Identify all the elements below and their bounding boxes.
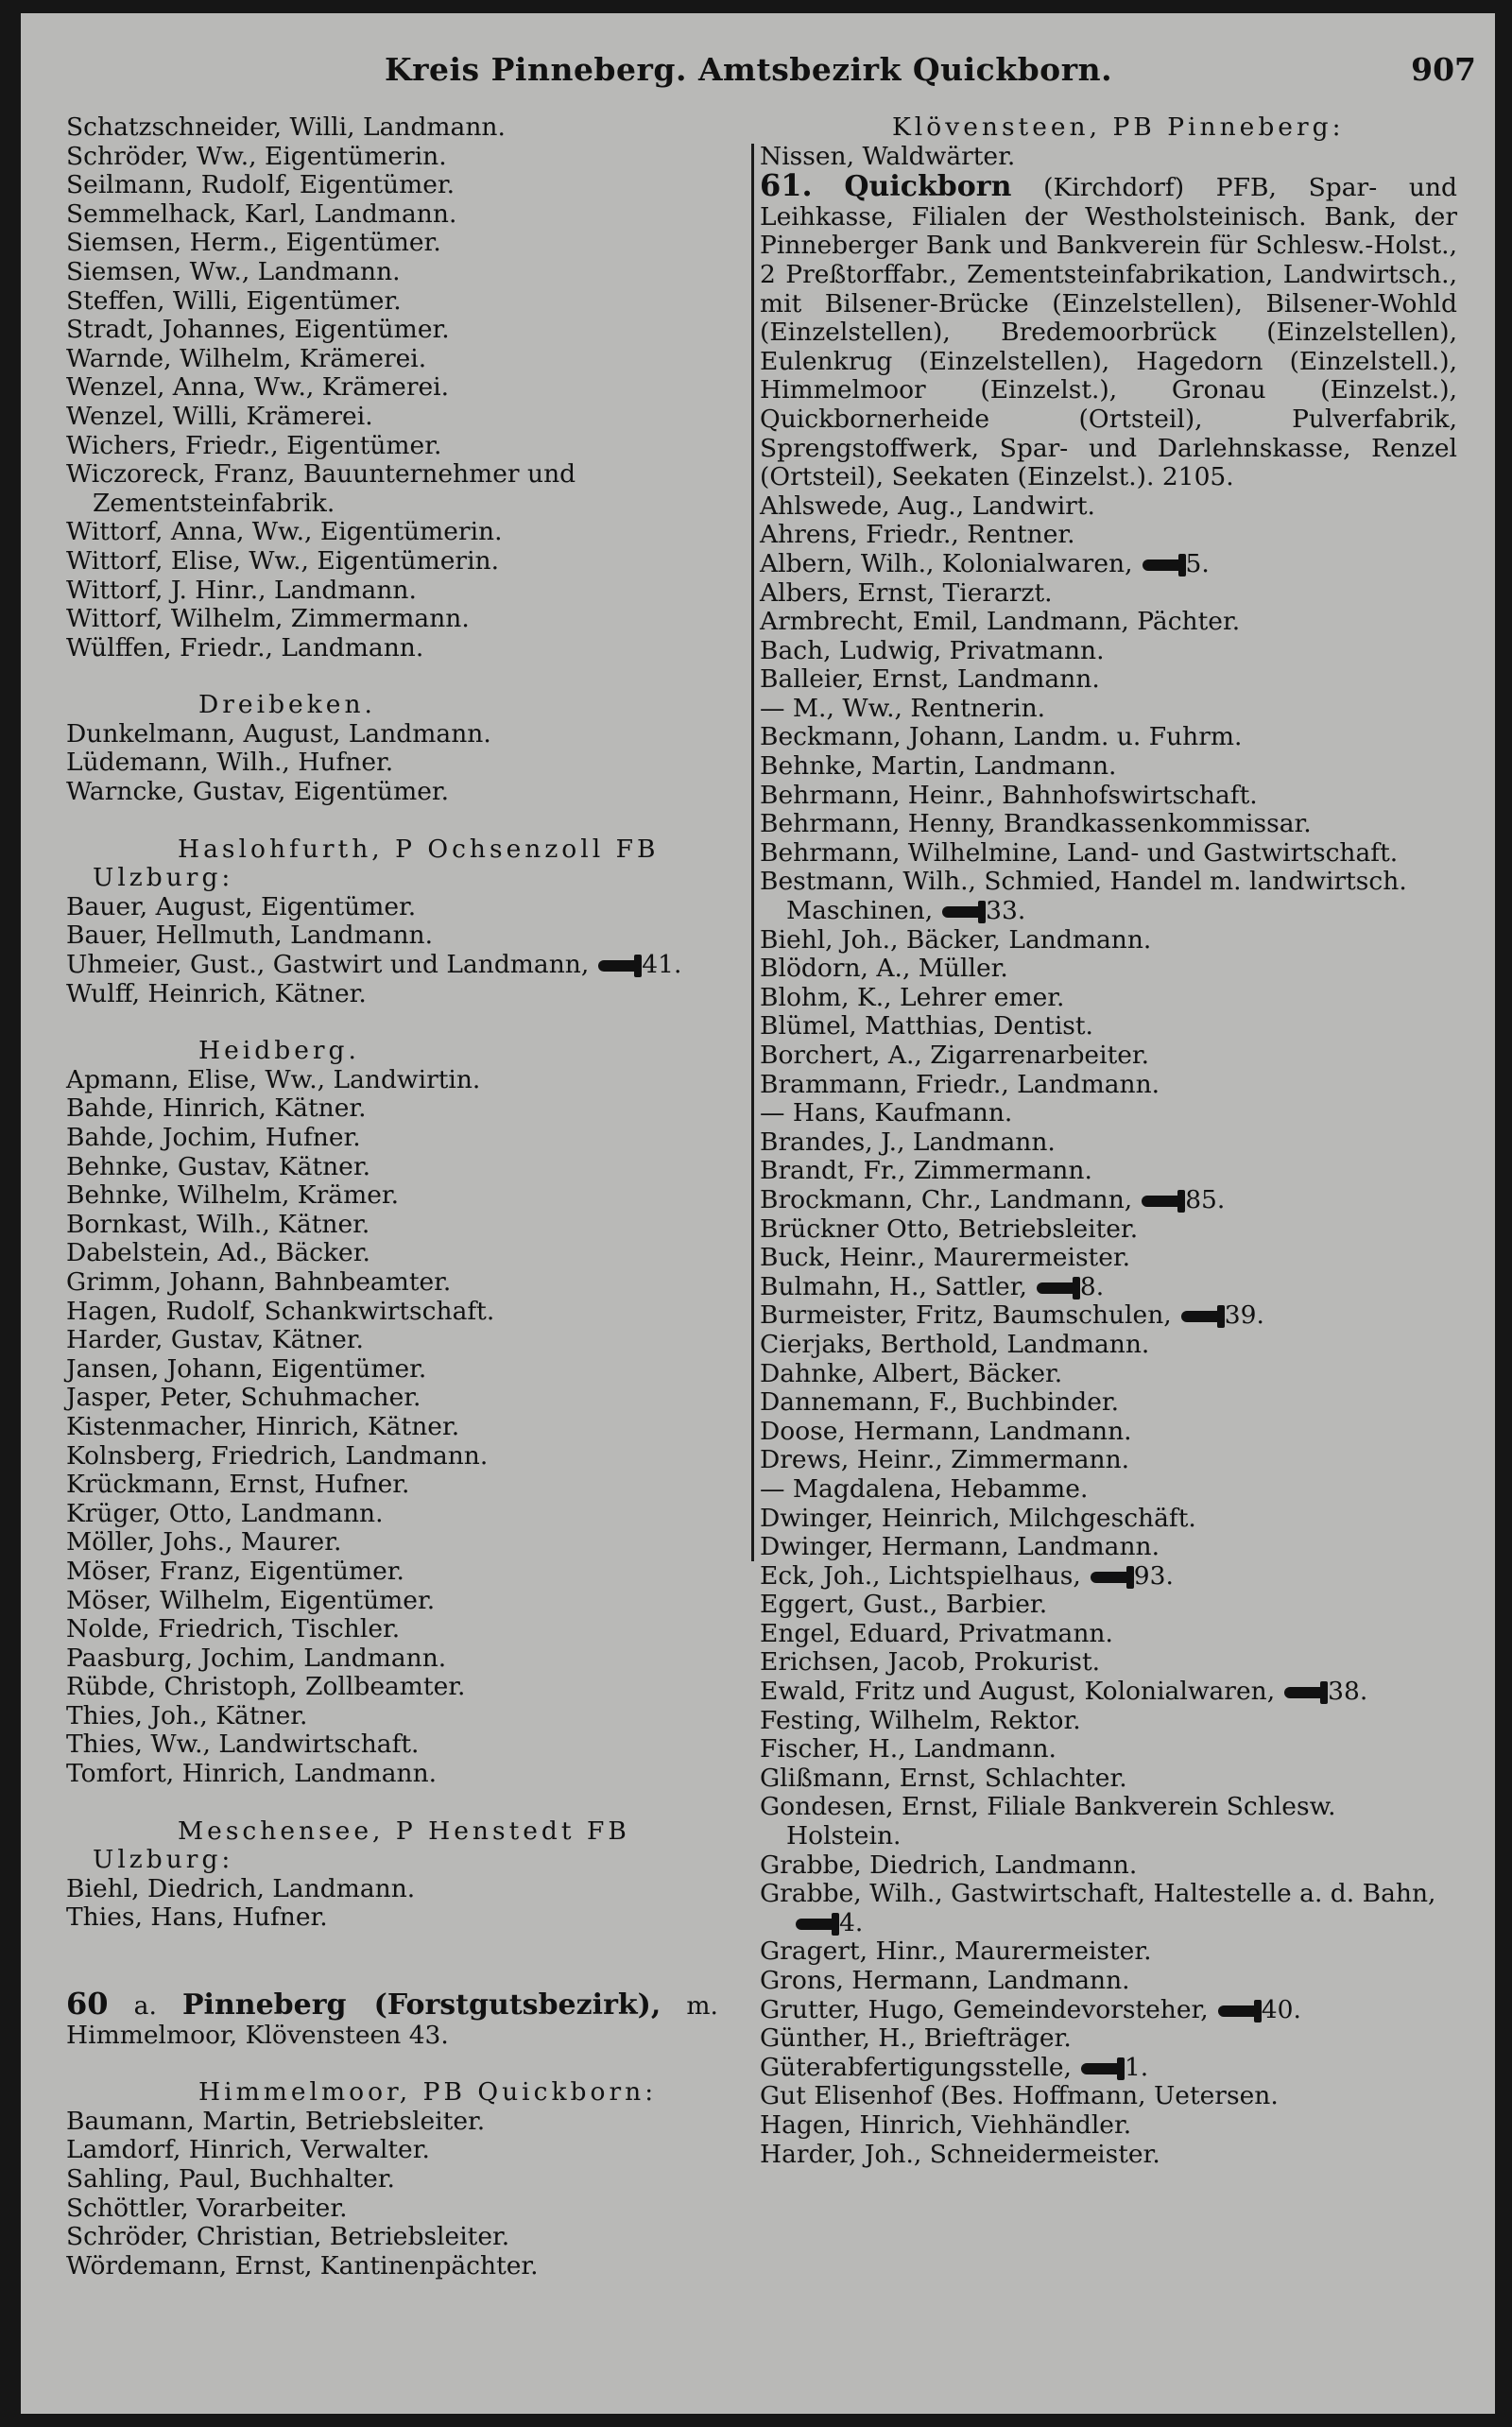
directory-entry <box>760 2024 1457 2054</box>
spacer <box>66 2050 718 2078</box>
directory-entry <box>760 143 1457 172</box>
entry-text: Lüdemann, Wilh., Hufner. <box>66 748 394 778</box>
entry-text: Möser, Franz, Eigentümer. <box>66 1556 404 1586</box>
entry-text: Glißmann, Ernst, Schlachter. <box>760 1763 1127 1793</box>
entry-text: Möller, Johs., Maurer. <box>66 1527 342 1558</box>
entry-text: Schatzschneider, Willi, Landmann. <box>66 112 506 142</box>
directory-entry <box>66 287 718 317</box>
entry-text: Brückner Otto, Betriebsleiter. <box>760 1214 1139 1244</box>
directory-entry <box>66 1326 718 1355</box>
directory-entry <box>760 1707 1457 1736</box>
directory-entry <box>66 1181 718 1211</box>
directory-entry <box>760 1012 1457 1041</box>
telephone-icon <box>1284 1687 1322 1698</box>
directory-entry <box>760 1648 1457 1678</box>
directory-entry <box>66 1702 718 1731</box>
entry-text: Bach, Ludwig, Privatmann. <box>760 635 1105 665</box>
entry-text: Ewald, Fritz und August, Kolonialwaren, <box>760 1677 1276 1707</box>
directory-entry <box>760 1186 1457 1215</box>
directory-entry <box>760 1301 1457 1331</box>
directory-entry <box>66 1413 718 1442</box>
telephone-number: 85. <box>1185 1184 1226 1214</box>
entry-text: Grabbe, Wilh., Gastwirtschaft, Haltestelle a. d. Bahn, <box>760 1879 1436 1909</box>
locality-heading: Klövensteen, PB Pinneberg: <box>892 112 1345 142</box>
entry-text: — Hans, Kaufmann. <box>760 1098 1013 1128</box>
entry-text: Paasburg, Jochim, Landmann. <box>66 1643 447 1673</box>
telephone-icon <box>1037 1282 1074 1294</box>
locality-heading: Himmelmoor, PB Quickborn: <box>198 2077 658 2108</box>
directory-entry <box>66 778 718 807</box>
entry-text: Eggert, Gust., Barbier. <box>760 1590 1048 1620</box>
entry-text: Warncke, Gustav, Eigentümer. <box>66 777 450 807</box>
locality-heading: Heidberg. <box>198 1036 360 1066</box>
entry-text: — Magdalena, Hebamme. <box>760 1473 1089 1504</box>
directory-entry <box>66 1558 718 1587</box>
entry-text: Bauer, Hellmuth, Landmann. <box>66 921 434 951</box>
directory-entry <box>66 1471 718 1500</box>
telephone-icon <box>1081 2063 1119 2074</box>
directory-entry <box>760 1851 1457 1881</box>
directory-entry <box>760 1446 1457 1475</box>
locality-heading: Haslohfurth, P Ochsenzoll FB Ulzburg: <box>93 834 660 893</box>
entry-text: Engel, Eduard, Privatmann. <box>760 1618 1113 1648</box>
section-place-name: Pinneberg (Forstgutsbezirk), <box>181 1988 662 2022</box>
entry-text: — M., Ww., Rentnerin. <box>760 693 1046 723</box>
entry-text: Siemsen, Herm., Eigentümer. <box>66 228 441 258</box>
telephone-number: 5. <box>1185 548 1210 578</box>
entry-text: Kolnsberg, Friedrich, Landmann. <box>66 1440 489 1471</box>
entry-text: Wittorf, J. Hinr., Landmann. <box>66 575 417 605</box>
entry-text: Bahde, Hinrich, Kätner. <box>66 1093 367 1124</box>
entry-text: Krückmann, Ernst, Hufner. <box>66 1470 410 1500</box>
entry-text: Buck, Heinr., Maurermeister. <box>760 1243 1131 1273</box>
entry-text: Biehl, Joh., Bäcker, Landmann. <box>760 924 1152 955</box>
entry-text: Dunkelmann, August, Landmann. <box>66 718 491 749</box>
directory-entry <box>760 1475 1457 1505</box>
section-description: m. Himmelmoor, Klövensteen 43. <box>66 1991 718 2050</box>
entry-text: Beckmann, Johann, Landm. u. Fuhrm. <box>760 722 1243 752</box>
entry-text: Ahlswede, Aug., Landwirt. <box>760 491 1095 521</box>
entry-text: Biehl, Diedrich, Landmann. <box>66 1873 416 1903</box>
entry-text: Eck, Joh., Lichtspielhaus, <box>760 1560 1081 1591</box>
entry-text: Schröder, Christian, Betriebsleiter. <box>66 2222 510 2252</box>
entry-text: Tomfort, Hinrich, Landmann. <box>66 1759 438 1789</box>
telephone-number: 1. <box>1124 2052 1149 2082</box>
right-column <box>760 113 1457 2169</box>
entry-text: Grimm, Johann, Bahnbeamter. <box>66 1266 452 1297</box>
directory-entry <box>66 1673 718 1702</box>
entry-text: Wenzel, Willi, Krämerei. <box>66 401 373 431</box>
directory-entry <box>760 1937 1457 1967</box>
directory-entry <box>66 518 718 547</box>
entry-text: Behrmann, Henny, Brandkassenkommissar. <box>760 809 1312 839</box>
entry-text: Thies, Joh., Kätner. <box>66 1700 308 1730</box>
entry-text: Dabelstein, Ad., Bäcker. <box>66 1238 370 1268</box>
entry-text: Nissen, Waldwärter. <box>760 141 1016 171</box>
entry-text: Stradt, Johannes, Eigentümer. <box>66 315 450 345</box>
section-heading <box>66 1986 718 2050</box>
page-header <box>21 51 1476 96</box>
entry-text: Semmelhack, Karl, Landmann. <box>66 198 457 229</box>
directory-entry <box>760 665 1457 695</box>
entry-text: Bauer, August, Eigentümer. <box>66 891 417 921</box>
telephone-number: 4. <box>839 1907 864 1937</box>
entry-text: Drews, Heinr., Zimmermann. <box>760 1445 1130 1475</box>
directory-entry <box>66 2223 718 2252</box>
entry-text: Seilmann, Rudolf, Eigentümer. <box>66 170 455 200</box>
entry-text: Dahnke, Albert, Bäcker. <box>760 1358 1063 1388</box>
entry-text: Nolde, Friedrich, Tischler. <box>66 1614 401 1644</box>
entry-text: Wenzel, Anna, Ww., Krämerei. <box>66 372 450 403</box>
telephone-number: 38. <box>1328 1677 1368 1707</box>
entry-text: Grutter, Hugo, Gemeindevorsteher, <box>760 1994 1209 2024</box>
directory-entry <box>66 749 718 778</box>
directory-entry <box>66 316 718 345</box>
directory-entry <box>66 2108 718 2137</box>
directory-entry <box>66 460 718 518</box>
directory-entry <box>760 955 1457 984</box>
entry-text: Brammann, Friedr., Landmann. <box>760 1069 1160 1099</box>
directory-entry <box>66 1442 718 1472</box>
directory-entry <box>66 1268 718 1298</box>
entry-text: Warnde, Wilhelm, Krämerei. <box>66 343 427 373</box>
telephone-number: 40. <box>1261 1994 1301 2024</box>
directory-entry <box>66 2165 718 2195</box>
entry-text: Uhmeier, Gust., Gastwirt und Landmann, <box>66 950 590 980</box>
entry-text: Siemsen, Ww., Landmann. <box>66 256 401 286</box>
entry-text: Apmann, Elise, Ww., Landwirtin. <box>66 1064 481 1094</box>
entry-text: Jasper, Peter, Schuhmacher. <box>66 1383 421 1413</box>
entry-text: Güterabfertigungsstelle, <box>760 2052 1072 2082</box>
entry-text: Dwinger, Hermann, Landmann. <box>760 1532 1160 1562</box>
entry-text: Bestmann, Wilh., Schmied, Handel m. landwirtsch. Maschinen, <box>760 867 1407 926</box>
directory-entry <box>760 1331 1457 1360</box>
directory-entry <box>66 229 718 258</box>
directory-entry <box>760 1735 1457 1764</box>
telephone-number: 93. <box>1133 1560 1174 1591</box>
directory-entry <box>66 634 718 663</box>
directory-entry <box>760 1099 1457 1128</box>
entry-text: Ahrens, Friedr., Rentner. <box>760 520 1075 550</box>
entry-text: Gondesen, Ernst, Filiale Bankverein Schlesw. Holstein. <box>760 1792 1336 1851</box>
section-number-suffix: a. <box>133 1991 157 2022</box>
entry-text: Möser, Wilhelm, Eigentümer. <box>66 1585 436 1615</box>
section-heading <box>760 167 1457 492</box>
directory-entry <box>66 143 718 172</box>
entry-text: Schröder, Ww., Eigentümerin. <box>66 141 447 171</box>
directory-entry <box>66 1903 718 1933</box>
spacer <box>66 1933 718 1989</box>
entry-text: Doose, Hermann, Landmann. <box>760 1416 1132 1446</box>
spacer <box>66 1008 718 1037</box>
entry-text: Blohm, K., Lehrer emer. <box>760 982 1065 1012</box>
entry-text: Bulmahn, H., Sattler, <box>760 1271 1027 1301</box>
directory-entry <box>760 1678 1457 1707</box>
directory-entry <box>66 1384 718 1413</box>
spacer <box>66 807 718 835</box>
telephone-number: 8. <box>1079 1271 1105 1301</box>
directory-entry <box>66 1875 718 1904</box>
locality-heading: Dreibeken. <box>198 690 376 720</box>
directory-entry <box>66 921 718 951</box>
section-number: 60 <box>66 1986 109 2022</box>
entry-text: Bahde, Jochim, Hufner. <box>66 1123 361 1152</box>
entry-text: Grabbe, Diedrich, Landmann. <box>760 1850 1138 1880</box>
directory-entry <box>66 1500 718 1529</box>
directory-entry <box>760 608 1457 637</box>
entry-text: Burmeister, Fritz, Baumschulen, <box>760 1300 1172 1331</box>
directory-entry <box>760 2141 1457 2170</box>
directory-entry <box>66 577 718 606</box>
directory-entry <box>760 1071 1457 1100</box>
directory-entry <box>760 579 1457 609</box>
directory-entry <box>760 1418 1457 1447</box>
directory-entry <box>66 345 718 374</box>
directory-entry <box>760 1244 1457 1273</box>
entry-text: Wulff, Heinrich, Kätner. <box>66 978 367 1008</box>
column-divider <box>751 144 754 1561</box>
directory-entry <box>760 984 1457 1013</box>
directory-entry <box>760 1273 1457 1302</box>
directory-entry <box>760 1793 1457 1850</box>
directory-entry <box>760 637 1457 666</box>
directory-entry <box>66 1587 718 1616</box>
directory-entry <box>66 1644 718 1674</box>
entry-text: Baumann, Martin, Betriebsleiter. <box>66 2106 486 2136</box>
directory-entry <box>66 1094 718 1124</box>
directory-entry <box>760 2082 1457 2111</box>
telephone-number: 39. <box>1224 1300 1264 1331</box>
directory-entry <box>66 980 718 1009</box>
entry-text: Behrmann, Heinr., Bahnhofswirtschaft. <box>760 780 1258 810</box>
entry-text: Hagen, Hinrich, Viehhändler. <box>760 2109 1132 2140</box>
entry-text: Dwinger, Heinrich, Milchgeschäft. <box>760 1503 1196 1533</box>
left-column <box>66 113 718 2281</box>
entry-text: Albers, Ernst, Tierarzt. <box>760 577 1053 608</box>
entry-text: Festing, Wilhelm, Rektor. <box>760 1705 1081 1735</box>
directory-entry <box>66 258 718 287</box>
telephone-number: 33. <box>986 896 1026 926</box>
directory-entry <box>760 1388 1457 1418</box>
directory-entry <box>66 432 718 461</box>
directory-entry <box>760 1215 1457 1245</box>
telephone-icon <box>1218 2005 1256 2017</box>
directory-entry <box>760 2054 1457 2083</box>
directory-entry <box>66 1730 718 1760</box>
directory-entry <box>760 550 1457 579</box>
directory-entry <box>760 695 1457 724</box>
entry-text: Gut Elisenhof (Bes. Hoffmann, Uetersen. <box>760 2081 1279 2111</box>
directory-entry <box>760 1764 1457 1794</box>
directory-entry <box>760 1996 1457 2025</box>
entry-text: Thies, Ww., Landwirtschaft. <box>66 1730 420 1760</box>
directory-entry <box>66 113 718 143</box>
entry-text: Wittorf, Anna, Ww., Eigentümerin. <box>66 517 503 547</box>
directory-entry <box>760 1157 1457 1186</box>
entry-text: Brandes, J., Landmann. <box>760 1127 1056 1157</box>
entry-text: Brockmann, Chr., Landmann, <box>760 1184 1133 1214</box>
entry-text: Bornkast, Wilh., Kätner. <box>66 1209 370 1239</box>
telephone-icon <box>796 1919 833 1930</box>
entry-text: Wittorf, Wilhelm, Zimmermann. <box>66 604 470 634</box>
directory-entry <box>66 1124 718 1153</box>
directory-entry <box>760 1128 1457 1158</box>
entry-text: Blümel, Matthias, Dentist. <box>760 1011 1093 1041</box>
entry-text: Kistenmacher, Hinrich, Kätner. <box>66 1411 460 1441</box>
entry-text: Wittorf, Elise, Ww., Eigentümerin. <box>66 545 500 576</box>
directory-entry <box>66 1066 718 1095</box>
entry-text: Wiczoreck, Franz, Bauunternehmer und Zementsteinfabrik. <box>66 459 576 518</box>
directory-entry <box>760 1967 1457 1996</box>
directory-entry <box>66 1528 718 1558</box>
entry-text: Krüger, Otto, Landmann. <box>66 1498 384 1528</box>
directory-entry <box>66 547 718 577</box>
entry-text: Behrmann, Wilhelmine, Land- und Gastwirtschaft. <box>760 837 1399 868</box>
entry-text: Borchert, A., Zigarrenarbeiter. <box>760 1041 1150 1070</box>
entry-text: Brandt, Fr., Zimmermann. <box>760 1156 1092 1186</box>
directory-entry <box>66 605 718 634</box>
directory-entry <box>66 171 718 200</box>
entry-text: Steffen, Willi, Eigentümer. <box>66 285 402 316</box>
directory-entry <box>66 2252 718 2281</box>
directory-entry <box>66 893 718 922</box>
running-title: Kreis Pinneberg. Amtsbezirk Quickborn. <box>384 51 1113 88</box>
entry-text: Behnke, Gustav, Kätner. <box>66 1151 371 1181</box>
entry-text: Grons, Hermann, Landmann. <box>760 1966 1130 1995</box>
directory-entry <box>760 1360 1457 1389</box>
directory-entry <box>760 723 1457 752</box>
directory-entry <box>66 403 718 432</box>
entry-text: Wichers, Friedr., Eigentümer. <box>66 430 442 460</box>
directory-entry <box>66 200 718 230</box>
entry-text: Thies, Hans, Hufner. <box>66 1902 328 1933</box>
entry-text: Balleier, Ernst, Landmann. <box>760 664 1100 695</box>
directory-entry <box>760 839 1457 869</box>
entry-text: Dannemann, F., Buchbinder. <box>760 1387 1120 1418</box>
entry-text: Günther, H., Briefträger. <box>760 2023 1072 2054</box>
entry-text: Sahling, Paul, Buchhalter. <box>66 2164 395 2194</box>
entry-text: Schöttler, Vorarbeiter. <box>66 2193 348 2223</box>
entry-text: Blödorn, A., Müller. <box>760 954 1008 984</box>
directory-entry <box>66 2195 718 2224</box>
directory-entry <box>760 1041 1457 1071</box>
entry-text: Cierjaks, Berthold, Landmann. <box>760 1329 1150 1359</box>
directory-entry <box>760 2111 1457 2141</box>
directory-entry <box>66 1298 718 1327</box>
directory-entry <box>66 1239 718 1268</box>
spacer <box>66 663 718 691</box>
telephone-icon <box>1181 1311 1219 1322</box>
entry-text: Harder, Joh., Schneidermeister. <box>760 2139 1160 2169</box>
directory-entry <box>760 1562 1457 1592</box>
directory-entry <box>760 521 1457 550</box>
telephone-icon <box>1091 1572 1128 1583</box>
directory-entry <box>760 1505 1457 1534</box>
entry-text: Albern, Wilh., Kolonialwaren, <box>760 548 1133 578</box>
directory-entry <box>66 720 718 749</box>
entry-text: Armbrecht, Emil, Landmann, Pächter. <box>760 607 1241 637</box>
directory-entry <box>66 1211 718 1240</box>
telephone-icon <box>1143 559 1180 571</box>
directory-entry <box>760 752 1457 782</box>
entry-text: Hagen, Rudolf, Schankwirtschaft. <box>66 1296 495 1326</box>
directory-entry <box>66 2136 718 2165</box>
directory-entry <box>66 1615 718 1644</box>
directory-entry <box>760 1620 1457 1649</box>
directory-entry <box>760 782 1457 811</box>
entry-text: Erichsen, Jacob, Prokurist. <box>760 1647 1101 1678</box>
directory-entry <box>66 1760 718 1789</box>
entry-text: Lamdorf, Hinrich, Verwalter. <box>66 2135 430 2165</box>
directory-entry <box>760 1880 1457 1937</box>
directory-entry <box>760 868 1457 925</box>
entry-text: Behnke, Martin, Landmann. <box>760 751 1117 782</box>
entry-text: Wülffen, Friedr., Landmann. <box>66 632 424 663</box>
directory-page <box>21 13 1495 2414</box>
directory-entry <box>760 492 1457 522</box>
page-number: 907 <box>1411 51 1476 88</box>
section-place-name: Quickborn <box>844 170 1012 204</box>
directory-entry <box>66 1153 718 1182</box>
section-number: 61. <box>760 167 813 204</box>
entry-text: Jansen, Johann, Eigentümer. <box>66 1353 427 1384</box>
entry-text: Harder, Gustav, Kätner. <box>66 1325 364 1355</box>
directory-entry <box>760 1533 1457 1562</box>
entry-text: Wördemann, Ernst, Kantinenpächter. <box>66 2250 539 2281</box>
directory-entry <box>66 1355 718 1385</box>
section-description: (Kirchdorf) PFB, Spar- und Leihkasse, Filialen der Westholsteinisch. Bank, der Pinneberger Bank und Bankverein für Schlesw.-Holst., 2 Preßtorffabr., Zementsteinfabrikation, Landwirtsch., mit Bilsener-Brücke (Einzelstellen), Bilsener-Wohld (Einzelstellen), Bredemoorbrück (Einzelstellen), Eulenkrug (Einzelstellen), Hagedorn (Einzelstell.), Himmelmoor (Einzelst.), Gronau (Einzelst.), Quickbornerheide (Ortsteil), Pulverfabrik, Sprengstoffwerk, Spar- und Darlehnskasse, Renzel (Ortsteil), Seekaten (Einzelst.). 2105. <box>760 173 1457 492</box>
telephone-number: 41. <box>642 950 682 980</box>
directory-entry <box>760 810 1457 839</box>
locality-heading: Meschensee, P Henstedt FB Ulzburg: <box>93 1816 630 1875</box>
directory-entry <box>760 926 1457 955</box>
entry-text: Rübde, Christoph, Zollbeamter. <box>66 1672 466 1702</box>
telephone-icon <box>598 960 636 972</box>
telephone-icon <box>942 906 980 918</box>
entry-text: Gragert, Hinr., Maurermeister. <box>760 1936 1152 1967</box>
spacer <box>66 1789 718 1817</box>
directory-entry <box>66 373 718 403</box>
directory-entry <box>66 951 718 980</box>
entry-text: Fischer, H., Landmann. <box>760 1734 1057 1764</box>
telephone-icon <box>1142 1196 1179 1207</box>
directory-entry <box>760 1591 1457 1620</box>
entry-text: Behnke, Wilhelm, Krämer. <box>66 1180 400 1211</box>
